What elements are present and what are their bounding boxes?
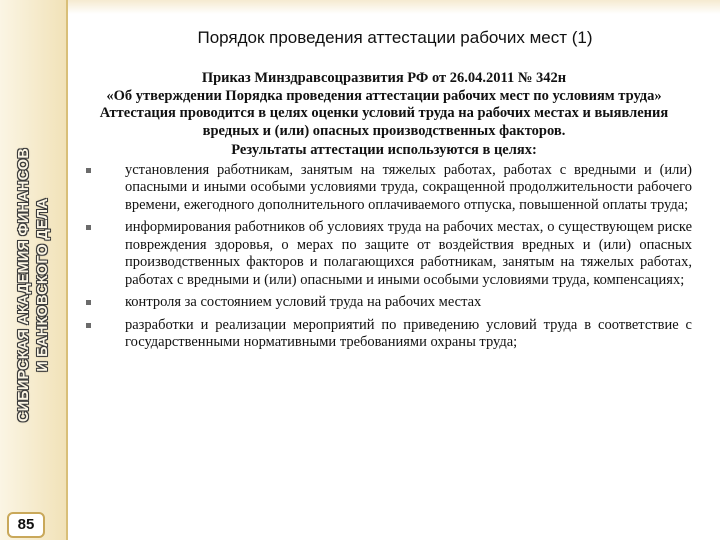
list-item	[76, 219, 692, 289]
organization-name-line2: И БАНКОВСКОГО ДЕЛА	[35, 198, 51, 372]
bullet-square-icon	[86, 168, 91, 173]
intro-paragraph: Аттестация проводится в целях оценки условий труда на рабочих местах и выявления вредных и (или) опасных производственных факторов.	[99, 105, 669, 139]
organization-name-line1: СИБИРСКАЯ АКАДЕМИЯ ФИНАНСОВ	[16, 147, 32, 423]
uses-heading: Результаты аттестации используются в целях:	[231, 142, 537, 158]
list-item	[76, 317, 692, 352]
sidebar	[0, 0, 68, 540]
page-number: 85	[7, 512, 45, 538]
bullet-square-icon	[86, 225, 91, 230]
list-item	[76, 294, 692, 312]
bullet-square-icon	[86, 300, 91, 305]
order-title-line1: Приказ Минздравсоцразвития РФ от 26.04.2011 № 342н	[201, 70, 567, 86]
bullet-square-icon	[86, 323, 91, 328]
list-item-text: информирования работников об условиях труда на рабочих местах, о существующем риске повреждения здоровья, о мерах по защите от воздействия вредных и (или) опасных производственных факторов и полагающихся работникам, занятым на тяжелых работах, работах с вредными и (или) опасными и иными особыми условиями труда, компенсациях;	[125, 219, 692, 288]
list-item-text: установления работникам, занятым на тяжелых работах, работах с вредными и (или) опасными и иными особыми условиями труда, сокращенной продолжительности рабочего времени, ежегодного дополнительного оплачиваемого отпуска, повышенной оплаты труда;	[125, 161, 692, 213]
slide-content	[76, 70, 692, 357]
list-item-text: разработки и реализации мероприятий по приведению условий труда в соответствие с государственными нормативными требованиями охраны труда;	[125, 316, 692, 350]
list-item	[76, 162, 692, 215]
list-item-text: контроля за состоянием условий труда на рабочих местах	[125, 294, 482, 310]
order-title-line2: «Об утверждении Порядка проведения аттестации рабочих мест по условиям труда»	[106, 87, 662, 104]
organization-name	[15, 148, 53, 422]
bullet-list	[76, 162, 692, 352]
slide-title: Порядок проведения аттестации рабочих мест (1)	[197, 28, 593, 47]
top-band	[68, 0, 720, 14]
